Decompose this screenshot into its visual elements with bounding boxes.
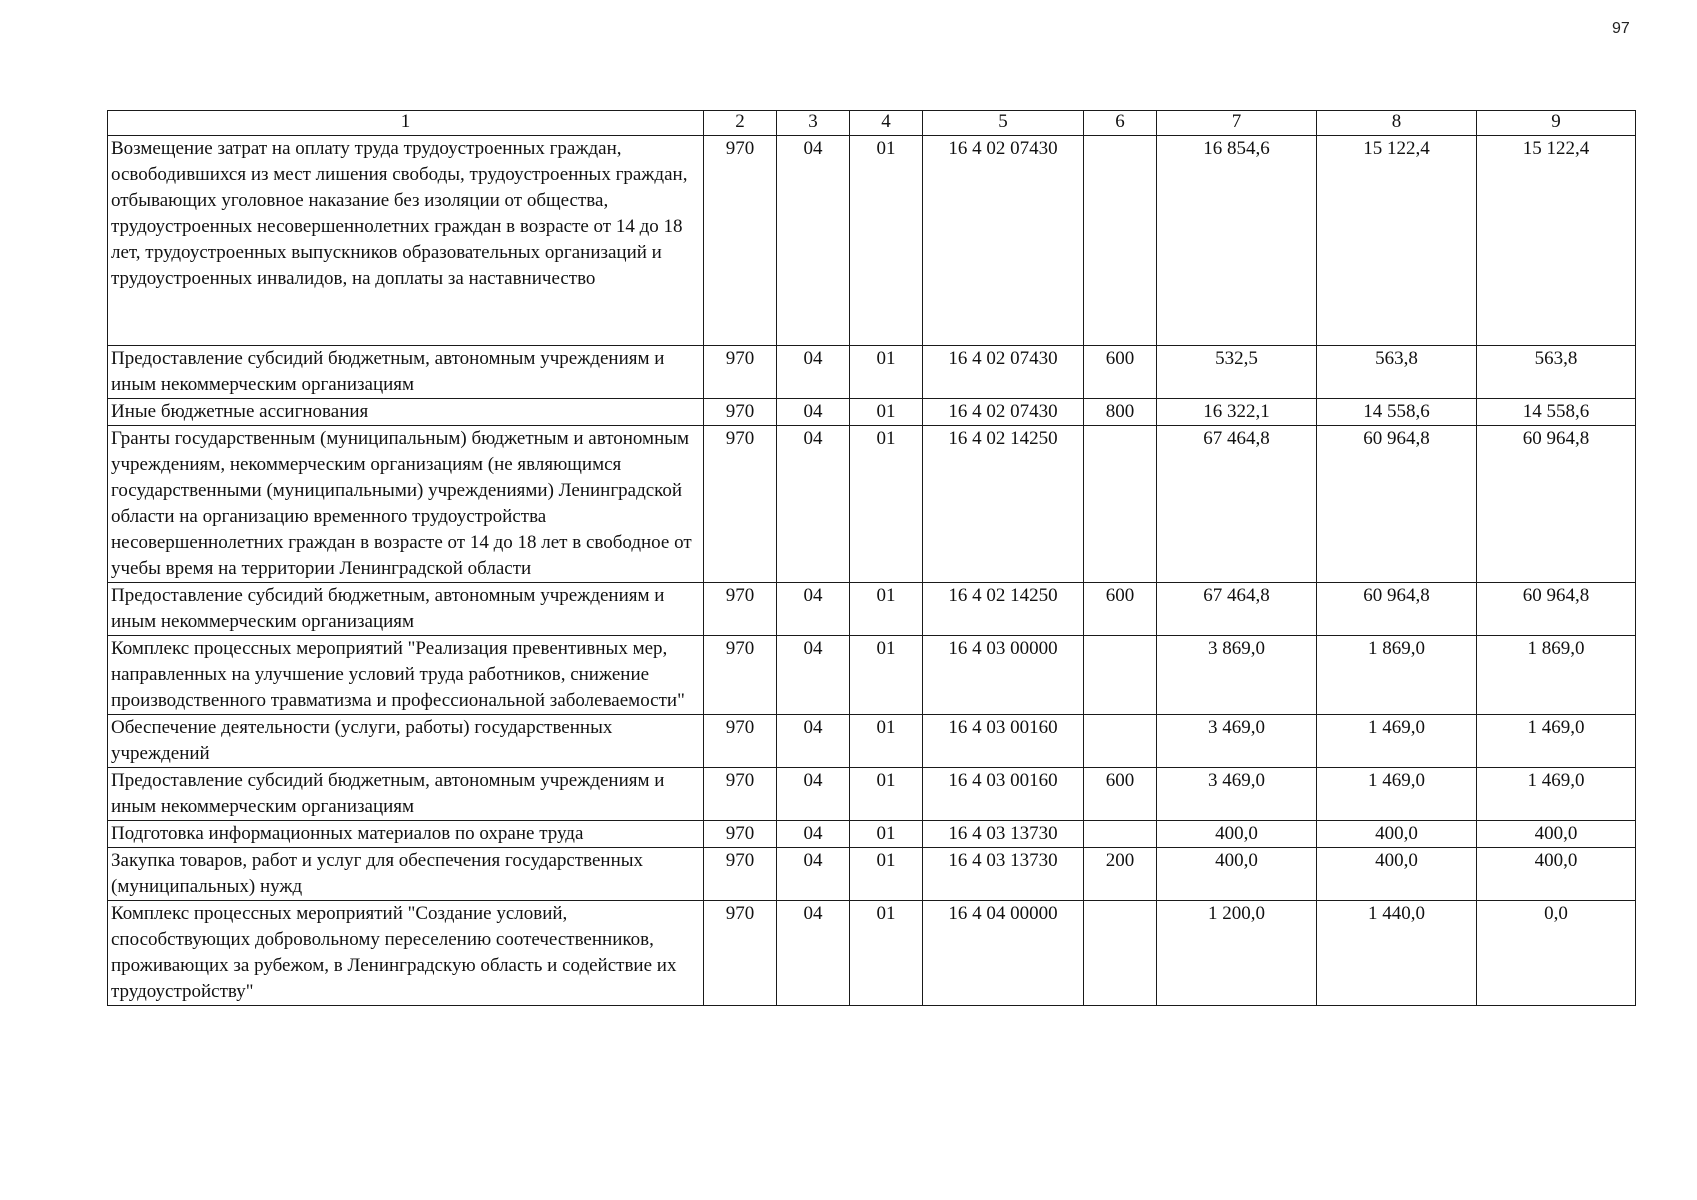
row-description: Гранты государственным (муниципальным) бюджетным и автономным учреждениям, некоммерческим организациям (не являющимся государственными (муниципальными) учреждениями) Ленинградской области на организацию временного трудоустройства несовершеннолетних граждан в возрасте от 14 до 18 лет в свободное от учебы время на территории Ленинградской области: [108, 426, 704, 583]
cell-expense-type: [1084, 901, 1157, 1006]
row-description: Комплекс процессных мероприятий "Создание условий, способствующих добровольному переселению соотечественников, проживающих за рубежом, в Ленинградскую область и содействие их трудоустройству": [108, 901, 704, 1006]
cell-section: 04: [777, 583, 850, 636]
cell-expense-type: [1084, 636, 1157, 715]
cell-amount-1: 67 464,8: [1157, 583, 1317, 636]
cell-section: 04: [777, 426, 850, 583]
cell-expense-type: [1084, 426, 1157, 583]
cell-ministry: 970: [704, 768, 777, 821]
cell-amount-3: 1 469,0: [1477, 715, 1636, 768]
cell-section: 04: [777, 768, 850, 821]
cell-amount-1: 67 464,8: [1157, 426, 1317, 583]
row-description: Предоставление субсидий бюджетным, автономным учреждениям и иным некоммерческим организациям: [108, 346, 704, 399]
table-row: [108, 399, 1636, 426]
cell-amount-3: 60 964,8: [1477, 583, 1636, 636]
cell-section: 04: [777, 715, 850, 768]
cell-amount-1: 400,0: [1157, 821, 1317, 848]
cell-expense-type: 600: [1084, 768, 1157, 821]
cell-section: 04: [777, 848, 850, 901]
row-description: Предоставление субсидий бюджетным, автономным учреждениям и иным некоммерческим организациям: [108, 583, 704, 636]
row-description: Предоставление субсидий бюджетным, автономным учреждениям и иным некоммерческим организациям: [108, 768, 704, 821]
cell-amount-1: 532,5: [1157, 346, 1317, 399]
cell-target-code: 16 4 03 00160: [923, 768, 1084, 821]
table-row: [108, 901, 1636, 1006]
row-description: Обеспечение деятельности (услуги, работы) государственных учреждений: [108, 715, 704, 768]
cell-amount-2: 1 469,0: [1317, 768, 1477, 821]
cell-amount-1: 16 322,1: [1157, 399, 1317, 426]
cell-amount-3: 60 964,8: [1477, 426, 1636, 583]
cell-subsection: 01: [850, 346, 923, 399]
header-row: [108, 111, 1636, 136]
cell-target-code: 16 4 02 07430: [923, 136, 1084, 346]
cell-expense-type: 800: [1084, 399, 1157, 426]
cell-target-code: 16 4 02 14250: [923, 583, 1084, 636]
cell-ministry: 970: [704, 821, 777, 848]
cell-subsection: 01: [850, 636, 923, 715]
cell-ministry: 970: [704, 346, 777, 399]
table-row: [108, 821, 1636, 848]
cell-amount-1: 3 469,0: [1157, 715, 1317, 768]
cell-amount-2: 400,0: [1317, 821, 1477, 848]
table-row: [108, 848, 1636, 901]
cell-subsection: 01: [850, 715, 923, 768]
table-row: [108, 636, 1636, 715]
cell-subsection: 01: [850, 821, 923, 848]
cell-amount-1: 3 869,0: [1157, 636, 1317, 715]
cell-amount-2: 14 558,6: [1317, 399, 1477, 426]
cell-target-code: 16 4 04 00000: [923, 901, 1084, 1006]
cell-amount-1: 16 854,6: [1157, 136, 1317, 346]
cell-target-code: 16 4 03 13730: [923, 821, 1084, 848]
cell-amount-1: 400,0: [1157, 848, 1317, 901]
col-header: 7: [1157, 111, 1317, 136]
cell-subsection: 01: [850, 136, 923, 346]
cell-ministry: 970: [704, 136, 777, 346]
cell-amount-2: 1 440,0: [1317, 901, 1477, 1006]
cell-target-code: 16 4 02 07430: [923, 346, 1084, 399]
budget-table: [107, 110, 1636, 1006]
cell-subsection: 01: [850, 426, 923, 583]
cell-subsection: 01: [850, 768, 923, 821]
cell-amount-2: 400,0: [1317, 848, 1477, 901]
row-description: Подготовка информационных материалов по охране труда: [108, 821, 704, 848]
cell-section: 04: [777, 346, 850, 399]
col-header: 2: [704, 111, 777, 136]
cell-section: 04: [777, 399, 850, 426]
cell-subsection: 01: [850, 399, 923, 426]
cell-expense-type: [1084, 715, 1157, 768]
cell-amount-3: 15 122,4: [1477, 136, 1636, 346]
col-header: 8: [1317, 111, 1477, 136]
cell-ministry: 970: [704, 715, 777, 768]
cell-section: 04: [777, 821, 850, 848]
cell-amount-2: 563,8: [1317, 346, 1477, 399]
col-header: 3: [777, 111, 850, 136]
table-row: [108, 426, 1636, 583]
cell-ministry: 970: [704, 583, 777, 636]
table-row: [108, 768, 1636, 821]
col-header: 6: [1084, 111, 1157, 136]
page-number: 97: [1612, 20, 1630, 37]
row-description: Возмещение затрат на оплату труда трудоустроенных граждан, освободившихся из мест лишения свободы, трудоустроенных граждан, отбывающих уголовное наказание без изоляции от общества, трудоустроенных несовершеннолетних граждан в возрасте от 14 до 18 лет, трудоустроенных выпускников образовательных организаций и трудоустроенных инвалидов, на доплаты за наставничество: [108, 136, 704, 346]
cell-amount-1: 1 200,0: [1157, 901, 1317, 1006]
cell-amount-3: 563,8: [1477, 346, 1636, 399]
cell-amount-2: 15 122,4: [1317, 136, 1477, 346]
cell-target-code: 16 4 02 14250: [923, 426, 1084, 583]
cell-amount-3: 400,0: [1477, 848, 1636, 901]
cell-amount-1: 3 469,0: [1157, 768, 1317, 821]
cell-section: 04: [777, 636, 850, 715]
cell-section: 04: [777, 901, 850, 1006]
col-header: 4: [850, 111, 923, 136]
table-row: [108, 136, 1636, 346]
row-description: Иные бюджетные ассигнования: [108, 399, 704, 426]
cell-section: 04: [777, 136, 850, 346]
col-header: 5: [923, 111, 1084, 136]
cell-target-code: 16 4 03 00160: [923, 715, 1084, 768]
table-row: [108, 346, 1636, 399]
cell-subsection: 01: [850, 583, 923, 636]
cell-amount-3: 400,0: [1477, 821, 1636, 848]
cell-ministry: 970: [704, 848, 777, 901]
cell-target-code: 16 4 03 13730: [923, 848, 1084, 901]
cell-ministry: 970: [704, 399, 777, 426]
cell-amount-2: 1 469,0: [1317, 715, 1477, 768]
cell-target-code: 16 4 02 07430: [923, 399, 1084, 426]
col-header: 1: [108, 111, 704, 136]
cell-ministry: 970: [704, 901, 777, 1006]
cell-amount-3: 1 869,0: [1477, 636, 1636, 715]
cell-amount-2: 1 869,0: [1317, 636, 1477, 715]
cell-amount-2: 60 964,8: [1317, 583, 1477, 636]
col-header: 9: [1477, 111, 1636, 136]
cell-amount-3: 14 558,6: [1477, 399, 1636, 426]
cell-subsection: 01: [850, 901, 923, 1006]
cell-subsection: 01: [850, 848, 923, 901]
table-row: [108, 715, 1636, 768]
cell-ministry: 970: [704, 426, 777, 583]
row-description: Закупка товаров, работ и услуг для обеспечения государственных (муниципальных) нужд: [108, 848, 704, 901]
cell-expense-type: [1084, 821, 1157, 848]
cell-amount-3: 0,0: [1477, 901, 1636, 1006]
table-row: [108, 583, 1636, 636]
cell-expense-type: 600: [1084, 346, 1157, 399]
cell-expense-type: [1084, 136, 1157, 346]
row-description: Комплекс процессных мероприятий "Реализация превентивных мер, направленных на улучшение условий труда работников, снижение производственного травматизма и профессиональной заболеваемости": [108, 636, 704, 715]
cell-expense-type: 600: [1084, 583, 1157, 636]
cell-target-code: 16 4 03 00000: [923, 636, 1084, 715]
cell-expense-type: 200: [1084, 848, 1157, 901]
cell-amount-2: 60 964,8: [1317, 426, 1477, 583]
cell-amount-3: 1 469,0: [1477, 768, 1636, 821]
cell-ministry: 970: [704, 636, 777, 715]
